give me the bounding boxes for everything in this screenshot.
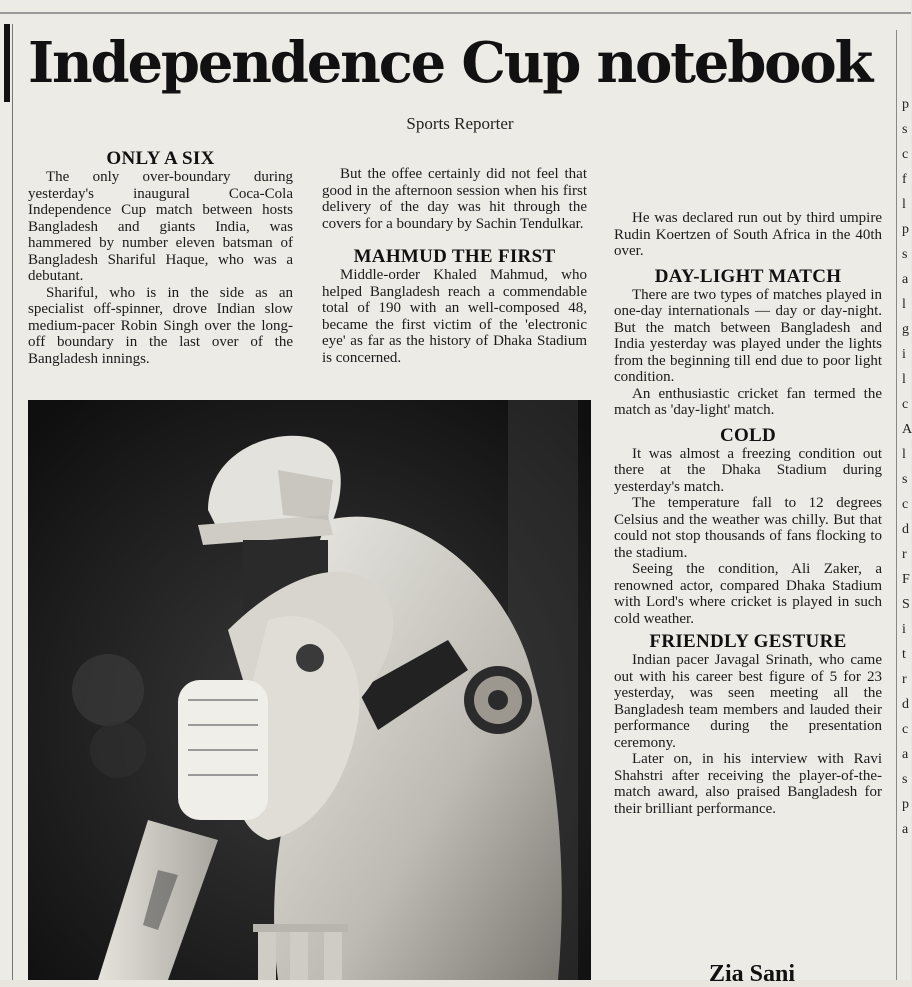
fragment-letter: l (902, 447, 906, 462)
byline: Sports Reporter (406, 114, 514, 133)
fragment-letter: d (902, 522, 909, 537)
right-column-rule (896, 30, 897, 980)
paragraph: The only over-boundary during yesterday's inaugural Coca-Cola Independence Cup match between hosts Bangladesh and giants India, was hammered by number eleven batsman of Bangladesh Shariful Haque, who was a debutant. (28, 169, 293, 284)
paragraph: An enthusiastic cricket fan termed the match as 'day-light' match. (614, 385, 882, 418)
fragment-letter: g (902, 322, 909, 337)
fragment-letter: i (902, 622, 906, 637)
headline: Independence Cup notebook (28, 30, 872, 96)
paragraph: But the offee certainly did not feel that good in the afternoon session when his first delivery of the day was hit through the covers for a boundary by Sachin Tendulkar. (322, 166, 587, 232)
paragraph: There are two types of matches played in one-day internationals — day or day-night. But the match between Bangladesh and India yesterday was played under the lights from the beginning till end due to poor light condition. (614, 286, 882, 385)
fragment-letter: s (902, 122, 908, 137)
column-3 (614, 150, 882, 817)
fragment-letter: c (902, 147, 909, 162)
fragment-letter: c (902, 722, 909, 737)
fragment-letter: a (902, 747, 909, 762)
fragment-letter: d (902, 697, 909, 712)
fragment-letter: A (902, 422, 912, 437)
fragment-letter: l (902, 197, 906, 212)
top-rule (0, 12, 911, 14)
paragraph: Middle-order Khaled Mahmud, who helped Bangladesh reach a commendable total of 190 with an well-composed 48, became the first victim of the 'electronic eye' as far as the history of Dhaka Stadium is concerned. (322, 267, 587, 366)
photo-illustration (28, 400, 591, 980)
fragment-letter: p (902, 97, 909, 112)
adjacent-column-fragment (902, 92, 911, 842)
section-heading-only-a-six: ONLY A SIX (106, 148, 215, 169)
fragment-letter: c (902, 497, 909, 512)
column-2 (322, 148, 587, 366)
fragment-letter: s (902, 247, 908, 262)
paragraph: Shariful, who is in the side as an specialist off-spinner, drove Indian slow medium-pacer Robin Singh over the long-off boundary in the last over of the Bangladesh innings. (28, 284, 293, 367)
section-heading-cold: COLD (719, 424, 777, 446)
left-column-rule (12, 24, 13, 980)
fragment-letter: S (902, 597, 910, 612)
fragment-letter: p (902, 797, 909, 812)
fragment-letter: i (902, 347, 906, 362)
left-black-bar (4, 24, 10, 102)
fragment-letter: l (902, 297, 906, 312)
fragment-letter: s (902, 772, 908, 787)
fragment-letter: l (902, 372, 906, 387)
fragment-letter: r (902, 547, 907, 562)
paragraph: Seeing the condition, Ali Zaker, a renowned actor, compared Dhaka Stadium with Lord's where cricket is played in such cold weather. (614, 561, 882, 627)
paragraph: Later on, in his interview with Ravi Shahstri after receiving the player-of-the-match award, also praised Bangladesh for their brilliant performance. (614, 751, 882, 817)
fragment-letter: F (902, 572, 910, 587)
next-article-heading: Zia Sani (708, 961, 796, 987)
paragraph: It was almost a freezing condition out there at the Dhaka Stadium during yesterday's match. (614, 445, 882, 495)
fragment-letter: a (902, 822, 909, 837)
cricket-batsman-photo (28, 400, 591, 980)
paragraph: Indian pacer Javagal Srinath, who came out with his career best figure of 5 for 23 yesterday, was seen meeting all the Bangladesh team members and lauded their performance during the presentation ceremony. (614, 652, 882, 751)
fragment-letter: f (902, 172, 907, 187)
section-heading-friendly: FRIENDLY GESTURE (649, 631, 847, 652)
paragraph: The temperature fall to 12 degrees Celsius and the weather was chilly. But that could not stop thousands of fans flocking to the stadium. (614, 495, 882, 561)
fragment-letter: t (902, 647, 906, 662)
paragraph: He was declared run out by third umpire Rudin Koertzen of South Africa in the 40th over. (614, 210, 882, 259)
fragment-letter: p (902, 222, 909, 237)
section-heading-mahmud: MAHMUD THE FIRST (353, 246, 556, 267)
fragment-letter: c (902, 397, 909, 412)
fragment-letter: a (902, 272, 909, 287)
fragment-letter: r (902, 672, 907, 687)
section-heading-daylight: DAY-LIGHT MATCH (654, 265, 842, 287)
fragment-letter: s (902, 472, 908, 487)
column-1 (28, 148, 293, 367)
